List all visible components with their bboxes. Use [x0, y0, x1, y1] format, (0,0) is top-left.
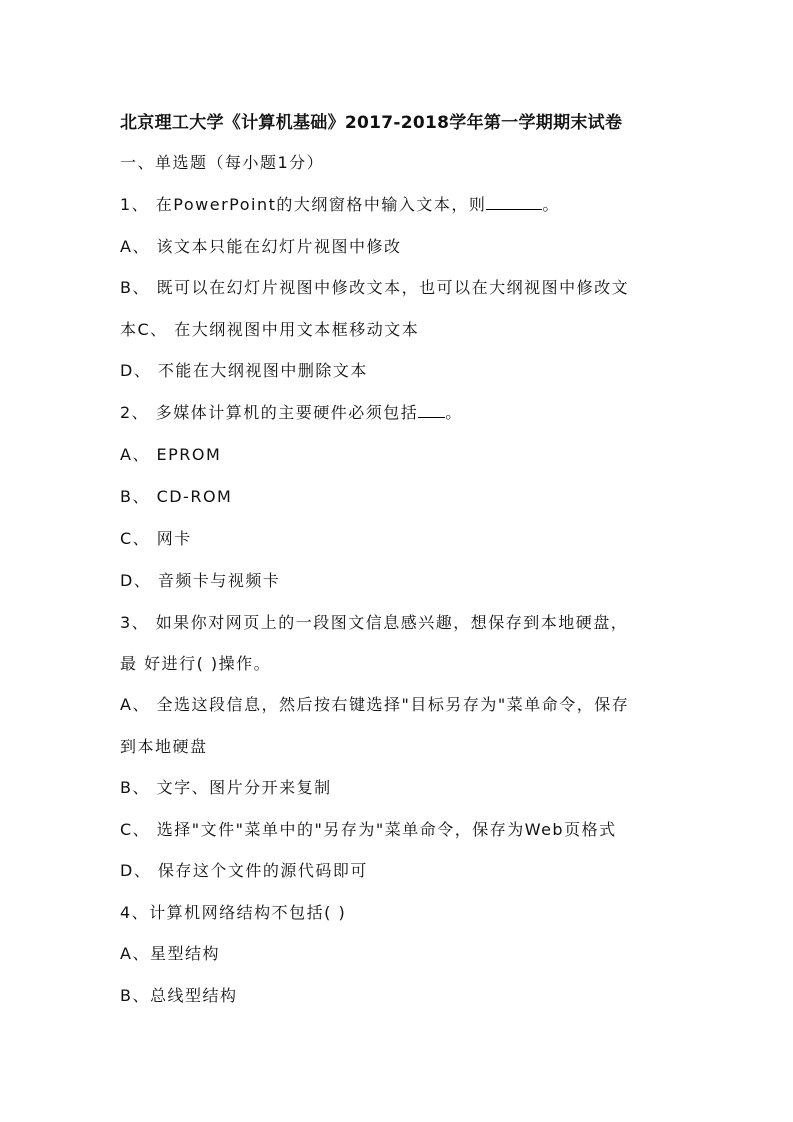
option-1b: B、 既可以在幻灯片视图中修改文本，也可以在大纲视图中修改文 — [120, 278, 630, 297]
document-title: 北京理工大学《计算机基础》2017-2018学年第一学期期末试卷 — [120, 113, 623, 133]
question-2 — [120, 403, 463, 423]
option-2c: C、 网卡 — [120, 529, 192, 548]
option-3c: C、 选择"文件"菜单中的"另存为"菜单命令，保存为Web页格式 — [120, 820, 617, 839]
question-3-continued: 最 好进行( )操作。 — [120, 654, 272, 673]
question-suffix: 。 — [542, 195, 560, 214]
option-2d: D、 音频卡与视频卡 — [120, 571, 281, 590]
option-1b-continued: 本C、 在大纲视图中用文本框移动文本 — [120, 320, 420, 339]
option-3a-continued: 到本地硬盘 — [120, 737, 208, 756]
option-1d: D、 不能在大纲视图中删除文本 — [120, 361, 368, 380]
question-suffix: 。 — [445, 403, 463, 422]
option-3a: A、 全选这段信息，然后按右键选择"目标另存为"菜单命令，保存 — [120, 695, 630, 714]
option-4a: A、星型结构 — [120, 944, 220, 963]
option-1a: A、 该文本只能在幻灯片视图中修改 — [120, 237, 402, 256]
answer-blank — [486, 195, 542, 210]
option-4b: B、总线型结构 — [120, 986, 238, 1005]
option-2a: A、 EPROM — [120, 445, 222, 464]
question-3: 3、 如果你对网页上的一段图文信息感兴趣，想保存到本地硬盘， — [120, 613, 629, 632]
question-text: 2、 多媒体计算机的主要硬件必须包括 — [120, 403, 419, 422]
option-2b: B、 CD-ROM — [120, 487, 233, 506]
answer-blank — [418, 403, 445, 418]
question-text: 1、 在PowerPoint的大纲窗格中输入文本，则 — [120, 195, 487, 214]
question-4: 4、计算机网络结构不包括( ) — [120, 903, 347, 922]
option-3d: D、 保存这个文件的源代码即可 — [120, 861, 368, 880]
option-3b: B、 文字、图片分开来复制 — [120, 778, 332, 797]
section-heading: 一、单选题（每小题1分） — [120, 153, 325, 172]
question-1 — [120, 195, 560, 215]
